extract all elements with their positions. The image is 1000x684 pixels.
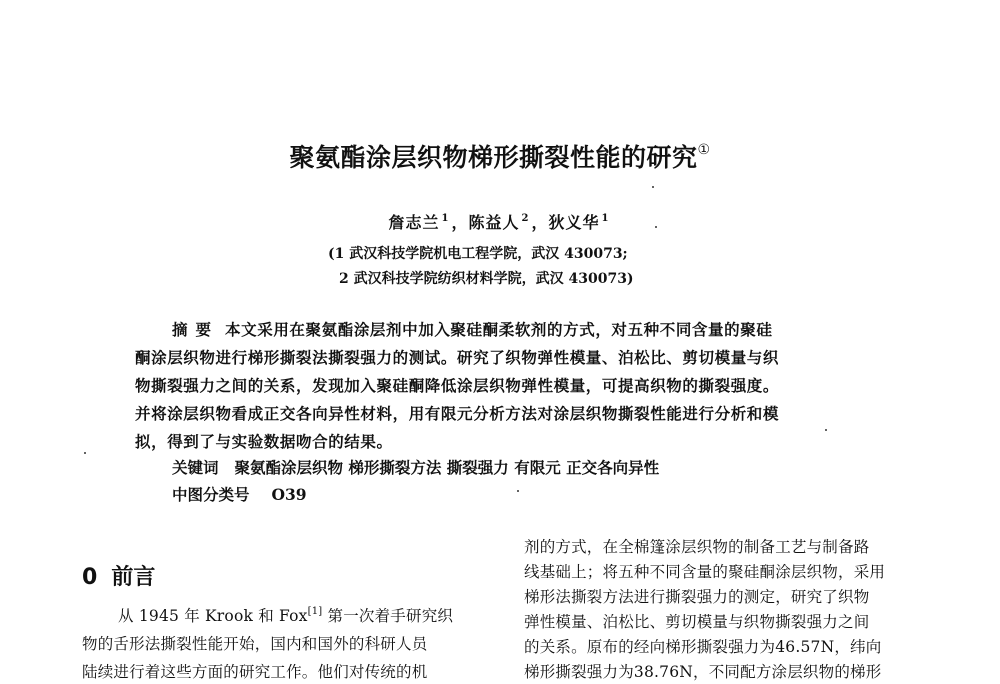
body-line: 的关系。原布的经向梯形撕裂强力为46.57N，纬向: [524, 638, 882, 656]
author-affiliation-marker: 2: [521, 213, 530, 224]
body-line: 梯形撕裂强力为38.76N，不同配方涂层织物的梯形: [524, 663, 882, 681]
body-line: [118, 604, 453, 626]
author-affiliation-marker: 1: [601, 213, 610, 224]
author-name: 狄义华: [548, 213, 600, 232]
title-footnote-marker: ①: [697, 142, 711, 158]
citation-ref: [1]: [307, 606, 323, 617]
abstract-line: 酮涂层织物进行梯形撕裂法撕裂强力的测试。研究了织物弹性模量、泊松比、剪切模量与织: [135, 348, 780, 367]
author-name: 詹志兰: [388, 213, 440, 232]
keywords-label: 关键词: [172, 458, 219, 477]
paper-title-text: 聚氨酯涂层织物梯形撕裂性能的研究: [289, 143, 698, 172]
abstract-line: 拟，得到了与实验数据吻合的结果。: [135, 432, 393, 451]
body-text: 从 1945 年 Krook 和 Fox: [118, 607, 308, 625]
affiliation-line: (1 武汉科技学院机电工程学院，武汉 430073;: [328, 246, 628, 262]
abstract-line: 并将涂层织物看成正交各向异性材料，用有限元分析方法对涂层织物撕裂性能进行分析和模: [135, 404, 780, 423]
abstract-line: 物撕裂强力之间的关系，发现加入聚硅酮降低涂层织物弹性模量，可提高织物的撕裂强度。: [135, 376, 780, 395]
scan-speck: [84, 452, 86, 454]
clc-value: O39: [271, 485, 307, 504]
author-separator: ，: [531, 213, 549, 232]
body-line: 梯形法撕裂方法进行撕裂强力的测定，研究了织物: [524, 588, 870, 606]
paper-title: [0, 138, 1000, 174]
body-line: 物的舌形法撕裂性能开始，国内和国外的科研人员: [82, 635, 428, 653]
abstract-line: [172, 318, 772, 340]
abstract-text: 本文采用在聚氨酯涂层剂中加入聚硅酮柔软剂的方式，对五种不同含量的聚硅: [225, 320, 773, 339]
clc-line: [172, 483, 307, 505]
body-text: 第一次着手研究织: [322, 607, 454, 625]
body-line: 线基础上；将五种不同含量的聚硅酮涂层织物，采用: [524, 563, 886, 581]
body-line: 弹性模量、泊松比、剪切模量与织物撕裂强力之间: [524, 613, 870, 631]
abstract-label: 摘要: [172, 320, 220, 339]
section-heading: [82, 560, 155, 591]
scan-speck: [655, 226, 657, 228]
keywords-text: 聚氨酯涂层织物 梯形撕裂方法 撕裂强力 有限元 正交各向异性: [234, 458, 660, 477]
scan-speck: [652, 186, 654, 188]
author-name: 陈益人: [468, 213, 520, 232]
scan-speck: [517, 490, 519, 492]
scan-speck: [825, 429, 827, 431]
author-separator: ，: [451, 213, 469, 232]
affiliation-line: 2 武汉科技学院纺织材料学院，武汉 430073): [339, 271, 634, 287]
author-affiliation-marker: 1: [441, 213, 450, 224]
body-line: 陆续进行着这些方面的研究工作。他们对传统的机: [82, 663, 428, 681]
clc-label: 中图分类号: [172, 485, 250, 504]
section-number: 0: [82, 565, 98, 590]
body-line: 剂的方式，在全棉篷涂层织物的制备工艺与制备路: [524, 538, 870, 556]
section-title: 前言: [111, 565, 156, 590]
author-line: [0, 210, 1000, 233]
keywords-line: [172, 456, 659, 478]
